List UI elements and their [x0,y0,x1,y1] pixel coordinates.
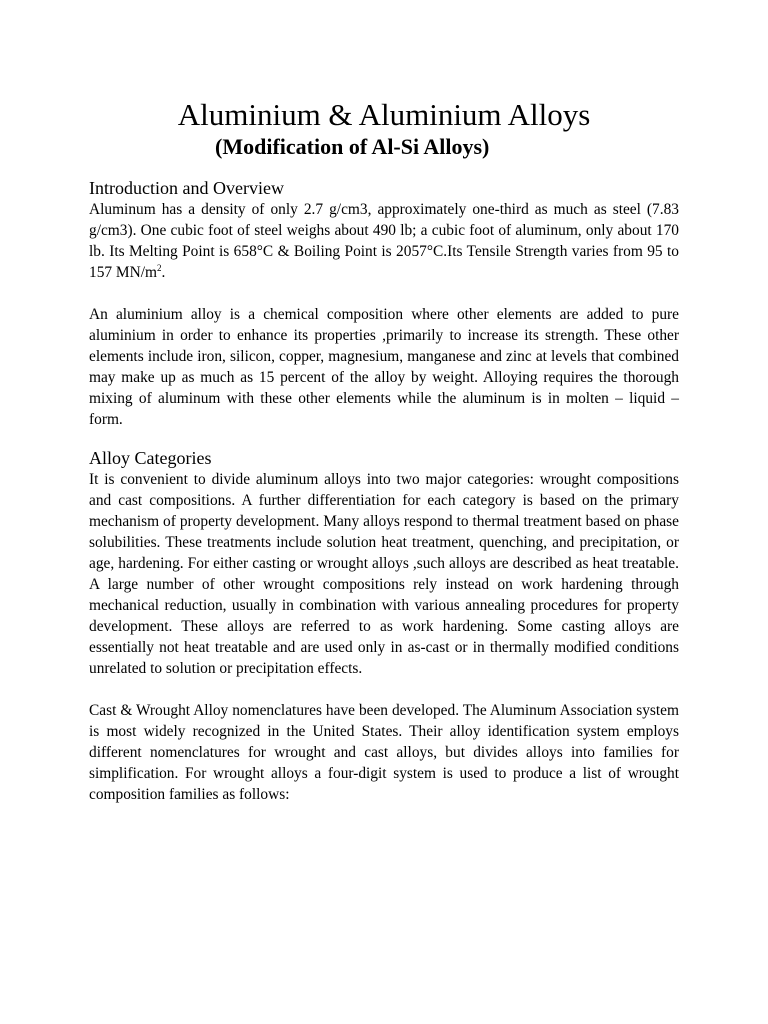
paragraph-categories: It is convenient to divide aluminum alloys into two major categories: wrought compositions and cast compositions. A further differentiation for each category is based on the primary mechanism of property development. Many alloys respond to thermal treatment based on phase solubilities. These treatments include solution heat treatment, quenching, and precipitation, or age, hardening. For either casting or wrought alloys ,such alloys are described as heat treatable. A large number of other wrought compositions rely instead on work hardening through mechanical reduction, usually in combination with various annealing procedures for property development. These alloys are referred to as work hardening. Some casting alloys are essentially not heat treatable and are used only in as-cast or in thermally modified conditions unrelated to solution or precipitation effects. [89,471,679,677]
paragraph-density-text: Aluminum has a density of only 2.7 g/cm3, approximately one-third as much as steel (7.83 g/cm3). One cubic foot of steel weighs about 490 lb; a cubic foot of aluminum, only about 170 lb. Its Melting Point is 658°C & Boiling Point is 2057°C.Its Tensile Strength varies from 95 to 157 MN/m [89,201,679,281]
section-heading-introduction: Introduction and Overview [89,178,284,198]
section-heading-alloy-categories: Alloy Categories [89,448,212,468]
paragraph-density-end: . [161,264,166,281]
paragraph-nomenclature: Cast & Wrought Alloy nomenclatures have been developed. The Aluminum Association system is most widely recognized in the United States. Their alloy identification system employs different nomenclatures for wrought and cast alloys, but divides alloys into families for simplification. For wrought alloys a four-digit system is used to produce a list of wrought composition families as follows: [89,702,679,803]
document-subtitle: (Modification of Al-Si Alloys) [215,134,490,159]
paragraph-alloy-definition: An aluminium alloy is a chemical composition where other elements are added to pure aluminium in order to enhance its properties ,primarily to increase its strength. These other elements include iron, silicon, copper, magnesium, manganese and zinc at levels that combined may make up as much as 15 percent of the alloy by weight. Alloying requires the thorough mixing of aluminum with these other elements while the aluminum is in molten – liquid – form. [89,306,679,428]
document-title: Aluminium & Aluminium Alloys [177,97,591,132]
superscript-squared: 2 [156,262,162,273]
document-page [89,96,679,805]
paragraph-density [89,199,679,283]
